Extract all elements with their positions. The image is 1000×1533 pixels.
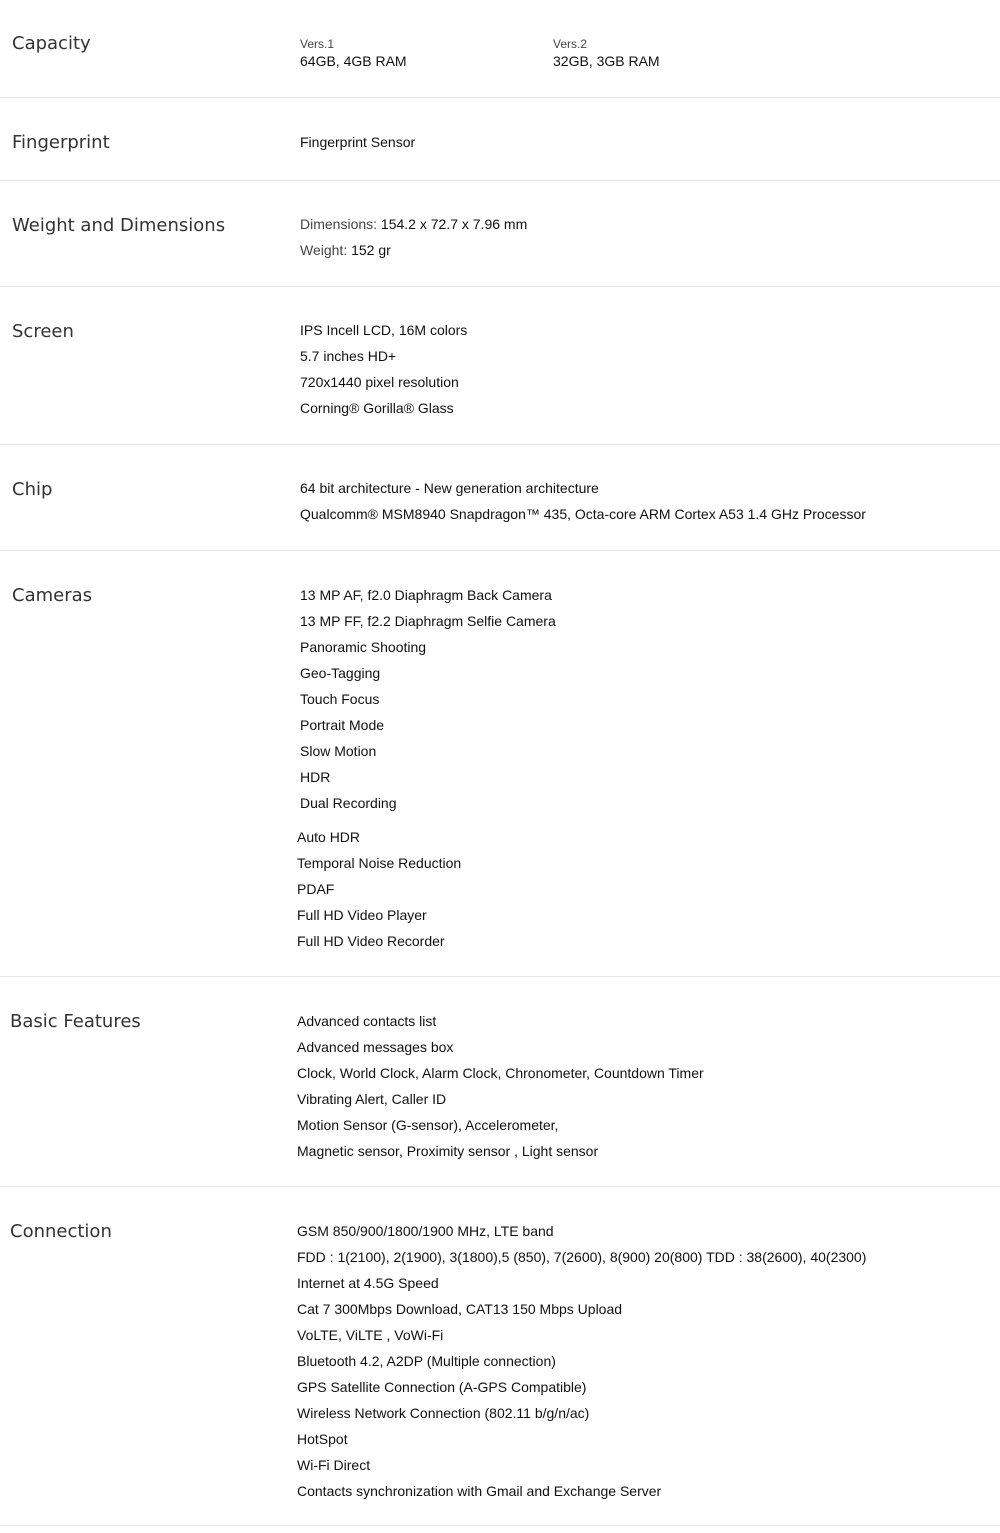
- weight-line: [300, 237, 527, 263]
- feature-item: Magnetic sensor, Proximity sensor , Light sensor: [297, 1143, 599, 1159]
- connection-label: Connection: [10, 1221, 112, 1242]
- weight-label: Weight and Dimensions: [12, 215, 226, 236]
- chip-item: Qualcomm® MSM8940 Snapdragon™ 435, Octa-core ARM Cortex A53 1.4 GHz Processor: [300, 506, 866, 522]
- dimensions-value: 154.2 x 72.7 x 7.96 mm: [380, 216, 528, 232]
- connection-item: GPS Satellite Connection (A-GPS Compatible): [297, 1379, 587, 1395]
- connection-item: Contacts synchronization with Gmail and Exchange Server: [297, 1483, 662, 1499]
- connection-item: Internet at 4.5G Speed: [297, 1275, 439, 1291]
- weight-row: [0, 181, 1000, 287]
- capacity-vers2: [553, 37, 660, 71]
- chip-row: [0, 445, 1000, 551]
- chip-label: Chip: [12, 479, 53, 500]
- cameras-label: Cameras: [12, 585, 93, 606]
- connection-item: Wireless Network Connection (802.11 b/g/n/ac): [297, 1405, 590, 1421]
- connection-item: FDD : 1(2100), 2(1900), 3(1800),5 (850), 7(2600), 8(900) 20(800) TDD : 38(2600), 40(2300): [297, 1249, 867, 1265]
- feature-item: Motion Sensor (G-sensor), Accelerometer,: [297, 1117, 559, 1133]
- vers2-value: 32GB, 3GB RAM: [553, 53, 660, 69]
- capacity-label: Capacity: [12, 33, 91, 54]
- camera-item: 13 MP AF, f2.0 Diaphragm Back Camera: [300, 587, 552, 603]
- camera-item: Temporal Noise Reduction: [297, 855, 462, 871]
- feature-item: Vibrating Alert, Caller ID: [297, 1091, 447, 1107]
- fingerprint-label: Fingerprint: [12, 132, 110, 153]
- connection-item: Bluetooth 4.2, A2DP (Multiple connection): [297, 1353, 556, 1369]
- camera-item: 13 MP FF, f2.2 Diaphragm Selfie Camera: [300, 613, 556, 629]
- screen-row: [0, 287, 1000, 445]
- connection-item: GSM 850/900/1800/1900 MHz, LTE band: [297, 1223, 554, 1239]
- fingerprint-row: [0, 98, 1000, 181]
- cameras-row: [0, 551, 1000, 977]
- connection-row: [0, 1187, 1000, 1526]
- vers2-title: Vers.2: [553, 37, 588, 51]
- basic-features-label: Basic Features: [10, 1011, 141, 1032]
- connection-values: [297, 1218, 866, 1504]
- connection-item: Wi-Fi Direct: [297, 1457, 371, 1473]
- chip-item: 64 bit architecture - New generation architecture: [300, 480, 599, 496]
- weight-value: 152 gr: [351, 242, 391, 258]
- camera-item: Panoramic Shooting: [300, 639, 427, 655]
- camera-item: HDR: [300, 769, 331, 785]
- camera-item: Dual Recording: [300, 795, 397, 811]
- connection-item: VoLTE, ViLTE , VoWi-Fi: [297, 1327, 444, 1343]
- camera-item: Touch Focus: [300, 691, 380, 707]
- basic-features-values: [297, 1008, 704, 1164]
- camera-item: Geo-Tagging: [300, 665, 381, 681]
- screen-values: [300, 317, 467, 421]
- screen-label: Screen: [12, 321, 74, 342]
- camera-item: Auto HDR: [297, 829, 361, 845]
- cameras-values: [300, 582, 556, 816]
- capacity-vers1: [300, 37, 407, 71]
- camera-item: Slow Motion: [300, 743, 377, 759]
- screen-item: IPS Incell LCD, 16M colors: [300, 322, 468, 338]
- screen-item: 720x1440 pixel resolution: [300, 374, 459, 390]
- camera-item: PDAF: [297, 881, 335, 897]
- weight-values: [300, 211, 527, 263]
- connection-item: HotSpot: [297, 1431, 348, 1447]
- vers1-title: Vers.1: [300, 37, 335, 51]
- camera-item: Portrait Mode: [300, 717, 385, 733]
- cameras-values-2: [297, 824, 461, 954]
- screen-item: 5.7 inches HD+: [300, 348, 397, 364]
- feature-item: Advanced contacts list: [297, 1013, 437, 1029]
- weight-key: Weight:: [300, 242, 348, 258]
- dimensions-key: Dimensions:: [300, 216, 378, 232]
- connection-item: Cat 7 300Mbps Download, CAT13 150 Mbps Upload: [297, 1301, 623, 1317]
- basic-features-row: [0, 977, 1000, 1187]
- camera-item: Full HD Video Player: [297, 907, 427, 923]
- feature-item: Clock, World Clock, Alarm Clock, Chronometer, Countdown Timer: [297, 1065, 704, 1081]
- capacity-row: [0, 0, 1000, 98]
- screen-item: Corning® Gorilla® Glass: [300, 400, 454, 416]
- fingerprint-value: Fingerprint Sensor: [300, 134, 416, 150]
- camera-item: Full HD Video Recorder: [297, 933, 445, 949]
- vers1-value: 64GB, 4GB RAM: [300, 53, 407, 69]
- chip-values: [300, 475, 866, 527]
- dimensions-line: [300, 211, 527, 237]
- feature-item: Advanced messages box: [297, 1039, 454, 1055]
